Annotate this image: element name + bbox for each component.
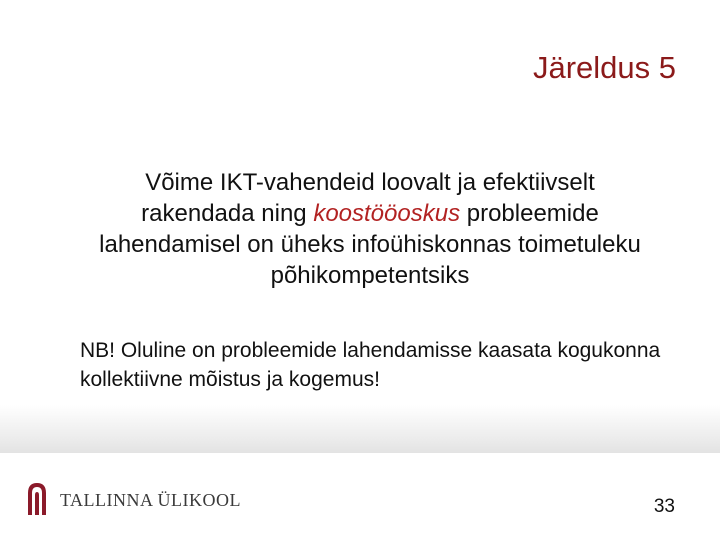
statement-text-before: Võime IKT-vahendeid loovalt ja efektiivselt rakendada ning xyxy=(141,169,595,227)
slide-title: Järeldus 5 xyxy=(532,50,676,85)
logo-text: TALLINNA ÜLIKOOL xyxy=(60,490,242,510)
main-statement xyxy=(90,167,650,291)
footer-divider-band xyxy=(0,405,720,453)
statement-text-after: probleemide lahendamisel on üheks infoühiskonnas toimetuleku põhikompetentsiks xyxy=(99,200,641,289)
tallinn-university-arch-icon xyxy=(26,481,48,515)
page-number: 33 xyxy=(653,496,675,517)
statement-emphasis: koostööoskus xyxy=(313,200,461,227)
note-text: NB! Oluline on probleemide lahendamisse kaasata kogukonna kollektiivne mõistus ja kogemus! xyxy=(80,339,661,391)
